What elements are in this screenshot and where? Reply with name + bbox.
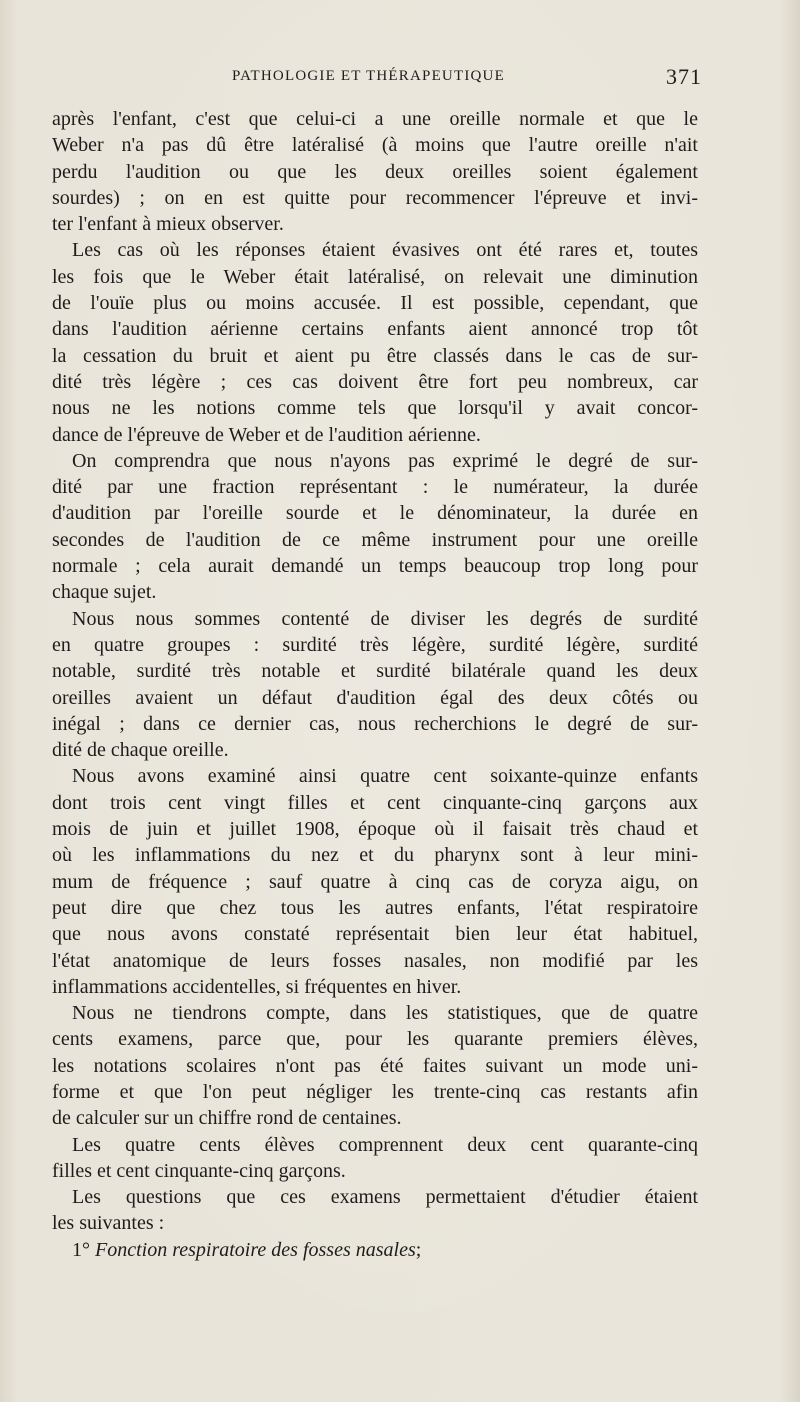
text-line: de l'ouïe plus ou moins accusée. Il est possible, cependant, que [52,292,698,315]
text-line: après l'enfant, c'est que celui-ci a une oreille normale et que le [52,108,698,130]
text-line: les fois que le Weber était latéralisé, on relevait une diminution [52,265,698,288]
text-line: l'état anatomique de leurs fosses nasales, non modifié par les [52,949,698,972]
text-line: inflammations accidentelles, si fréquentes en hiver. [52,975,462,998]
text-line: Weber n'a pas dû être latéralisé (à moins que l'autre oreille n'ait [52,134,698,157]
list-item-text: Fonction respiratoire des fosses nasales [95,1238,416,1261]
text-line: dité très légère ; ces cas doivent être fort peu nombreux, car [52,370,698,393]
text-line: secondes de l'audition de ce même instrument pour une oreille [52,528,698,551]
text-line: Nous ne tiendrons compte, dans les statistiques, que de quatre [72,1002,698,1025]
text-line: dans l'audition aérienne certains enfants aient annoncé trop tôt [52,318,698,341]
page-header [52,64,702,94]
text-line: forme et que l'on peut négliger les trente-cinq cas restants afin [52,1080,698,1103]
text-line: les suivantes : [52,1212,165,1235]
text-line: en quatre groupes : surdité très légère, surdité légère, surdité [52,633,698,656]
page-number: 371 [666,64,702,89]
text-line: chaque sujet. [52,581,157,604]
text-line: de calculer sur un chiffre rond de centaines. [52,1107,402,1130]
text-line: nous ne les notions comme tels que lorsqu'il y avait concor- [52,397,698,420]
list-item-number: 1° [72,1238,90,1261]
text-line: la cessation du bruit et aient pu être classés dans le cas de sur- [52,344,698,367]
list-item-punct: ; [415,1238,422,1261]
body-text [52,106,698,1263]
list-item [52,1237,698,1263]
text-line: ter l'enfant à mieux observer. [52,213,284,236]
text-line: notable, surdité très notable et surdité bilatérale quand les deux [52,660,698,683]
text-line: filles et cent cinquante-cinq garçons. [52,1159,346,1182]
text-line: sourdes) ; on en est quitte pour recommencer l'épreuve et invi- [52,186,698,209]
text-line: où les inflammations du nez et du pharynx sont à leur mini- [52,844,698,867]
text-line: On comprendra que nous n'ayons pas exprimé le degré de sur- [72,449,698,472]
text-line: dance de l'épreuve de Weber et de l'audition aérienne. [52,423,481,446]
text-line: dité par une fraction représentant : le numérateur, la durée [52,476,698,499]
text-line: mois de juin et juillet 1908, époque où il faisait très chaud et [52,818,698,841]
text-line: inégal ; dans ce dernier cas, nous recherchions le degré de sur- [52,712,698,735]
text-line: normale ; cela aurait demandé un temps beaucoup trop long pour [52,555,698,578]
text-line: oreilles avaient un défaut d'audition égal des deux côtés ou [52,686,698,709]
text-line: dité de chaque oreille. [52,739,229,762]
text-line: dont trois cent vingt filles et cent cinquante-cinq garçons aux [52,791,698,814]
text-line: peut dire que chez tous les autres enfants, l'état respiratoire [52,896,698,919]
text-line: cents examens, parce que, pour les quarante premiers élèves, [52,1028,698,1051]
text-line: d'audition par l'oreille sourde et le dénominateur, la durée en [52,502,698,525]
running-head: PATHOLOGIE ET THÉRAPEUTIQUE [232,68,505,84]
text-line: les notations scolaires n'ont pas été faites suivant un mode uni- [52,1054,698,1077]
text-line: que nous avons constaté représentait bien leur état habituel, [52,923,698,946]
text-line: mum de fréquence ; sauf quatre à cinq cas de coryza aigu, on [52,870,698,893]
text-line: perdu l'audition ou que les deux oreilles soient également [52,160,698,183]
text-line: Les quatre cents élèves comprennent deux cent quarante-cinq [72,1133,698,1156]
text-line: Nous avons examiné ainsi quatre cent soixante-quinze enfants [72,765,698,788]
text-line: Les questions que ces examens permettaient d'étudier étaient [72,1186,698,1209]
text-line: Les cas où les réponses étaient évasives ont été rares et, toutes [72,239,698,262]
text-line: Nous nous sommes contenté de diviser les degrés de surdité [72,607,698,630]
